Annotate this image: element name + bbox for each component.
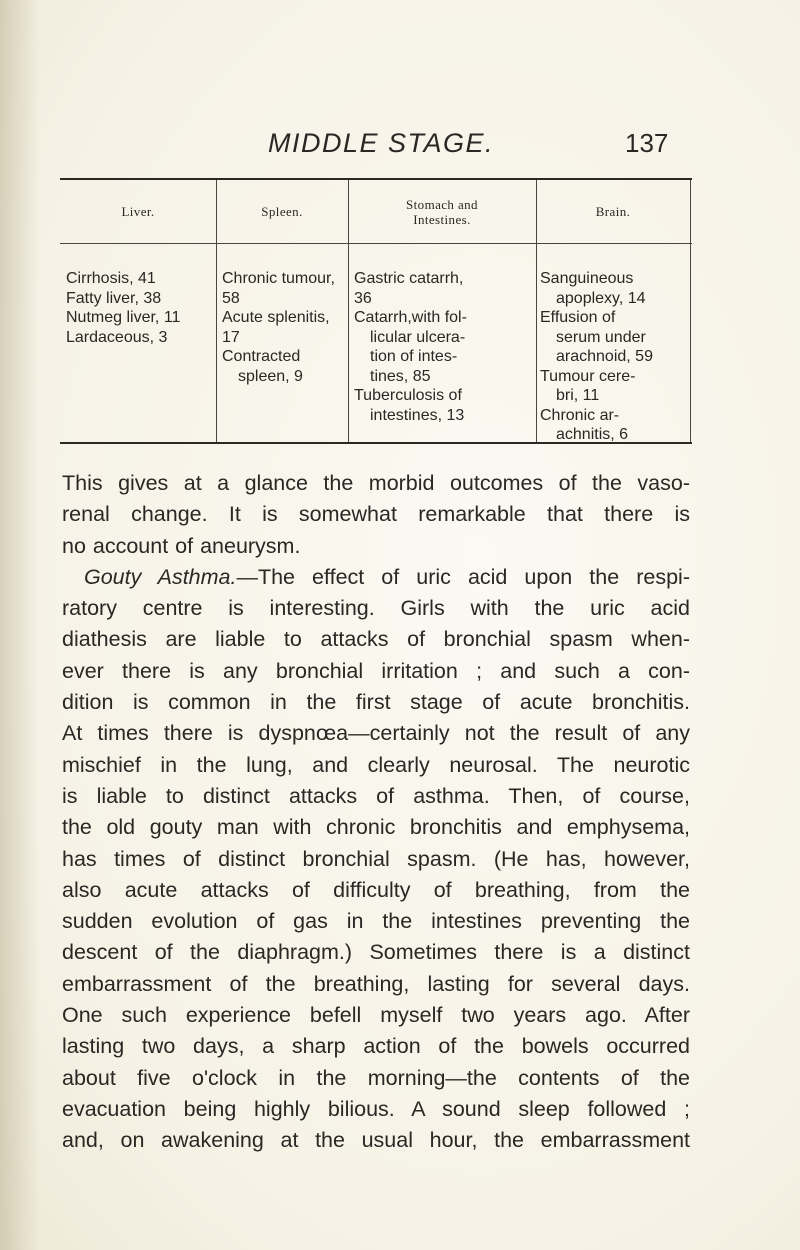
section-heading: Gouty Asthma. xyxy=(84,564,237,589)
text-line: ratory centre is interesting. Girls with the uric acid xyxy=(62,596,690,621)
table-entry: 36 xyxy=(354,289,372,307)
table-entry: Nutmeg liver, 11 xyxy=(66,309,181,326)
table-entry: achnitis, 6 xyxy=(556,426,629,443)
column-body-spleen xyxy=(222,269,346,386)
text-line: One such experience befell myself two years ago. After xyxy=(62,1003,690,1028)
text-line: dition is common in the first stage of acute bronchitis. xyxy=(62,690,690,715)
table-entry: Tuberculosis of xyxy=(354,387,462,404)
table-entry: Acute splenitis, xyxy=(222,309,330,326)
table-entry: serum under xyxy=(556,328,646,346)
table-header-rule xyxy=(60,243,692,244)
column-heading-stomach-intestines xyxy=(348,180,536,243)
column-heading-liver xyxy=(60,180,216,243)
table-entry: apoplexy, 14 xyxy=(556,289,646,307)
table-entry: tines, 85 xyxy=(370,367,431,385)
column-heading-brain xyxy=(536,180,690,243)
table-entry: 17 xyxy=(222,328,240,346)
text-line: This gives at a glance the morbid outcomes of the vaso- xyxy=(62,471,690,495)
table-entry: Chronic tumour, xyxy=(222,270,335,287)
table-entry: licular ulcera- xyxy=(370,328,466,346)
table-entry: Effusion of xyxy=(540,309,616,326)
text-line: descent of the diaphragm.) Sometimes there is a distinct xyxy=(62,940,690,965)
text-line: ever there is any bronchial irritation ; and such a con- xyxy=(62,658,690,683)
table-entry: Lardaceous, 3 xyxy=(66,328,168,346)
running-title: MIDDLE STAGE. xyxy=(268,128,495,158)
text-line: and, on awakening at the usual hour, the embarrassment xyxy=(62,1128,690,1153)
column-body-brain xyxy=(540,269,690,445)
text-line: sudden evolution of gas in the intestines preventing the xyxy=(62,909,690,934)
text-line: is liable to distinct attacks of asthma. Then, of course, xyxy=(62,783,690,808)
column-body-liver xyxy=(66,269,214,347)
text-line: renal change. It is somewhat remarkable that there is xyxy=(62,502,690,527)
table-entry: tion of intes- xyxy=(370,348,458,365)
table-entry: Gastric catarrh, xyxy=(354,270,464,287)
table-entry: Chronic ar- xyxy=(540,406,620,424)
table-entry: Tumour cere- xyxy=(540,367,636,385)
text-line: has times of distinct bronchial spasm. (He has, however, xyxy=(62,846,690,871)
text-line: about five o'clock in the morning—the contents of the xyxy=(62,1065,690,1090)
table-entry: Catarrh,with fol- xyxy=(354,309,467,326)
table-entry: Sanguineous xyxy=(540,270,634,287)
text-line-rest: —The effect of uric acid upon the respi- xyxy=(236,564,690,589)
column-divider xyxy=(690,180,691,442)
text-line: mischief in the lung, and clearly neurosal. The neurotic xyxy=(62,752,690,777)
page-number: 137 xyxy=(625,128,669,158)
morbid-outcomes-table xyxy=(60,178,692,446)
text-line: lasting two days, a sharp action of the bowels occurred xyxy=(62,1034,690,1059)
table-entry: 58 xyxy=(222,289,240,307)
heading-line: Stomach and xyxy=(406,196,478,212)
heading-line: Intestines. xyxy=(413,211,471,227)
text-line: no account of aneurysm. xyxy=(62,533,301,558)
text-line: also acute attacks of difficulty of breathing, from the xyxy=(62,877,690,902)
heading-line: Spleen. xyxy=(261,204,303,219)
table-entry: arachnoid, 59 xyxy=(556,348,653,365)
body-text xyxy=(62,468,690,1157)
table-entry: spleen, 9 xyxy=(238,367,303,385)
column-body-stomach-intestines xyxy=(354,269,532,425)
text-line: the old gouty man with chronic bronchitis and emphysema, xyxy=(62,815,690,840)
running-head xyxy=(268,128,688,168)
table-entry: Contracted xyxy=(222,348,301,365)
text-line: At times there is dyspnœa—certainly not the result of any xyxy=(62,721,690,746)
heading-line: Brain. xyxy=(595,204,631,219)
table-entry: intestines, 13 xyxy=(370,406,465,424)
text-line: embarrassment of the breathing, lasting for several days. xyxy=(62,971,690,996)
text-line: evacuation being highly bilious. A sound sleep followed ; xyxy=(62,1096,690,1121)
column-heading-spleen xyxy=(216,180,348,243)
text-line-section-start xyxy=(62,562,690,593)
text-line: diathesis are liable to attacks of bronchial spasm when- xyxy=(62,627,690,652)
table-entry: Fatty liver, 38 xyxy=(66,289,162,307)
table-entry: bri, 11 xyxy=(556,387,600,404)
table-entry: Cirrhosis, 41 xyxy=(66,270,156,287)
page-gutter-shadow xyxy=(0,0,40,1250)
heading-line: Liver. xyxy=(121,204,155,219)
